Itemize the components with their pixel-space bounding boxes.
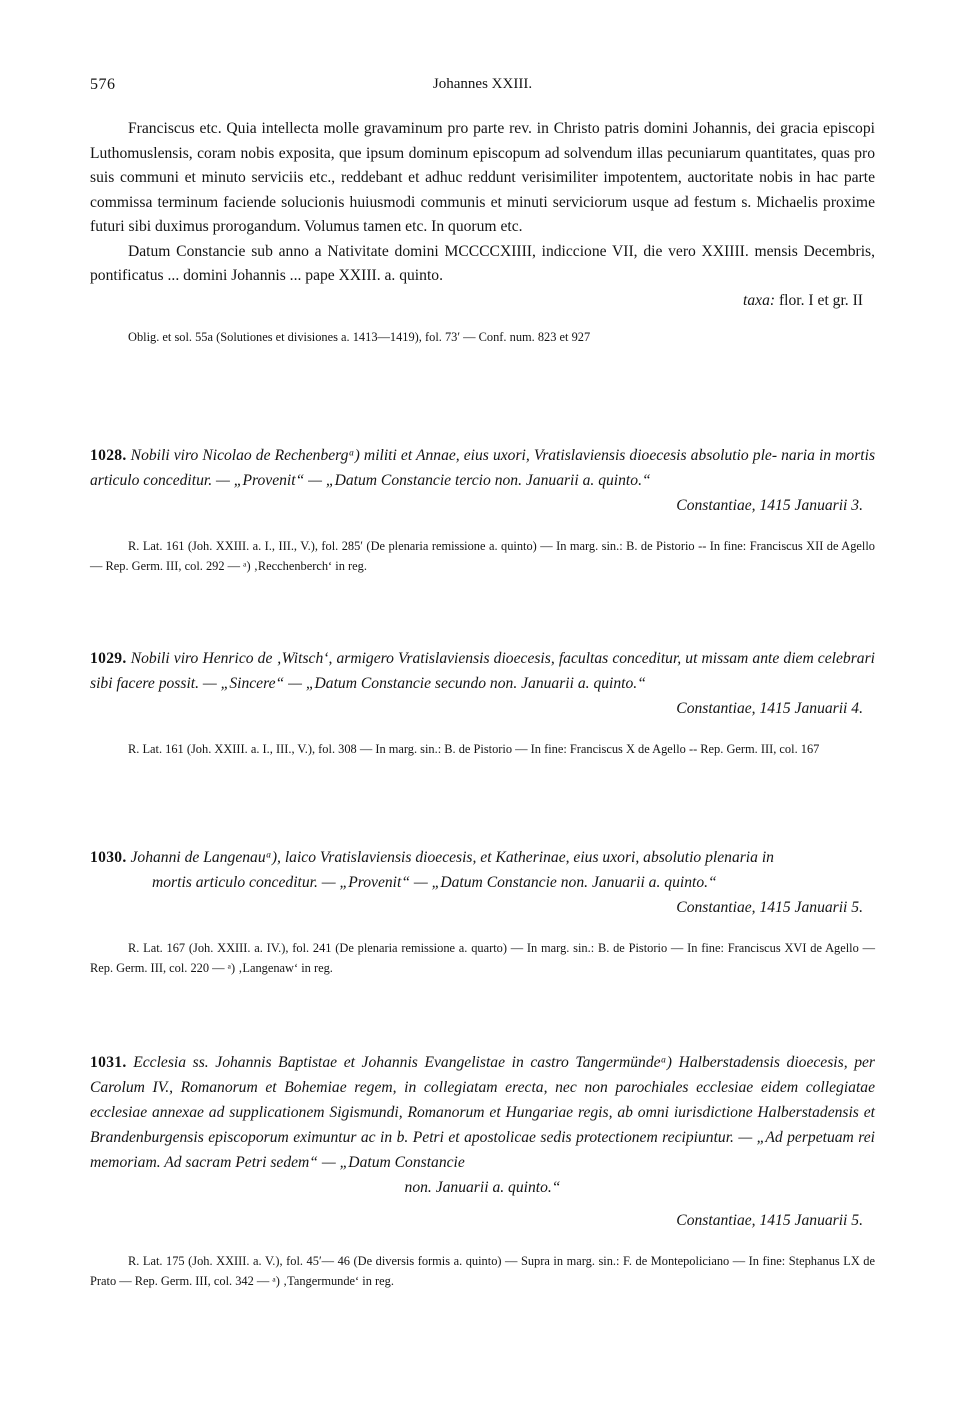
regest xyxy=(90,845,875,895)
source-note: Oblig. et sol. 55a (Solutiones et divisiones a. 1413—1419), fol. 73′ — Conf. num. 823 et 927 xyxy=(128,330,591,344)
source-note: R. Lat. 161 (Joh. XXIII. a. I., III., V.), fol. 308 — In marg. sin.: B. de Pistorio — In fine: Franciscus X de Agello -- Rep. Germ. III, col. 167 xyxy=(128,742,820,756)
regest-text-rest: diem celebrari sibi facere possit. — „Sincere“ — „Datum Constancie secundo non. Januarii a. quinto.“ xyxy=(90,650,875,692)
regest xyxy=(90,443,875,493)
continued-document xyxy=(90,117,875,347)
regest-text-rest: naria in mortis articulo conceditur. — „Provenit“ — „Datum Constancie tercio non. Januarii a. quinto.“ xyxy=(90,447,876,489)
entry-1030 xyxy=(90,845,875,978)
source-note: R. Lat. 161 (Joh. XXIII. a. I., III., V.), fol. 285′ (De plenaria remissione a. quinto) — In marg. sin.: B. de Pistorio -- In fine: Franciscus XII de Agello — Rep. Germ. III, col. 292 — ᵃ) ‚Recchenberch‘ in reg. xyxy=(90,539,875,573)
regest-text: Johanni de Langenauᵃ), laico Vratislaviensis dioecesis, et Katherinae, eius uxori, absolutio plenaria in xyxy=(130,849,774,866)
running-title: Johannes XXIII. xyxy=(432,76,533,92)
regest-text: Ecclesia ss. Johannis Baptistae et Johannis Evangelistae in castro Tangermündeᵃ) Halberstadensis dioecesis, per Carolum IV., Romanorum et Bohemiae regem, in collegiatam erecta, nec non parochiales ecclesiae eidem collegiatae ecclesiae annexae ad supplicationem Sigismundi, Romanorum et Hungariae regis, ab omni iurisdictione Halberstadensis et Brandenburgensis episcoporum eximuntur ac in b. Petri et apostolicae sedis protectionem recipiuntur. — „Ad perpetuam rei memoriam. Ad sacram Petri sedem“ — „Datum Constancie xyxy=(90,1054,875,1171)
regest-text-rest: non. Januarii a. quinto.“ xyxy=(404,1179,561,1196)
source-note: R. Lat. 167 (Joh. XXIII. a. IV.), fol. 241 (De plenaria remissione a. quarto) — In marg. sin.: B. de Pistorio — In fine: Franciscus XVI de Agello — Rep. Germ. III, col. 220 — ᵃ) ‚Langenaw‘ in reg. xyxy=(90,941,875,975)
regest xyxy=(90,646,875,696)
entry-number: 1029. xyxy=(90,650,127,667)
entry-number: 1028. xyxy=(90,447,127,464)
taxa-label: taxa: xyxy=(743,291,776,309)
main-paragraph-1: Franciscus etc. Quia intellecta molle gravaminum pro parte rev. in Christo patris domini Johannis, dei gracia episcopi Luthomuslensis, coram nobis exposita, que ipsum dominum episcopum ad solvendum illas pecuniarum quantitates, quas pro suis communi et minuto serviciis etc., reddebant et adhuc reddunt verisimiliter impotentem, auctoritate nobis in hac parte commissa terminum faciende solucionis huiusmodi communis et minuti serviciorum usque ad festum s. Michaelis proxime futuri sibi duximus prorogandum. Volumus tamen etc. In quorum etc. xyxy=(90,120,875,235)
main-paragraph-2: Datum Constancie sub anno a Nativitate domini MCCCCXIIII, indiccione VII, die vero XXIIII. mensis Decembris, pontificatus ... domini Johannis ... pape XXIII. a. quinto. xyxy=(90,242,875,284)
dateline: Constantiae, 1415 Januarii 4. xyxy=(676,700,863,717)
dateline: Constantiae, 1415 Januarii 5. xyxy=(676,1212,863,1229)
source-note: R. Lat. 175 (Joh. XXIII. a. V.), fol. 45′— 46 (De diversis formis a. quinto) — Supra in marg. sin.: F. de Montepoliciano — In fine: Stephanus LX de Prato — Rep. Germ. III, col. 342 — ᵃ) ‚Tangermunde‘ in reg. xyxy=(90,1254,875,1288)
entry-1031 xyxy=(90,1050,875,1291)
entry-1029 xyxy=(90,646,875,759)
dateline: Constantiae, 1415 Januarii 3. xyxy=(676,497,863,514)
regest-text: Nobili viro Henrico de ‚Witsch‘, armigero Vratislaviensis dioecesis, facultas conceditur, ut missam ante xyxy=(130,650,780,667)
taxa-line xyxy=(90,289,875,314)
regest xyxy=(90,1050,875,1175)
entry-number: 1030. xyxy=(90,849,127,866)
document-page xyxy=(90,0,875,1411)
taxa-value: flor. I et gr. II xyxy=(778,291,863,309)
page-number: 576 xyxy=(90,76,116,93)
regest-text: Nobili viro Nicolao de Rechenbergᵃ) militi et Annae, eius uxori, Vratislaviensis dioecesis absolutio ple- xyxy=(130,447,778,464)
entry-number: 1031. xyxy=(90,1054,127,1071)
dateline: Constantiae, 1415 Januarii 5. xyxy=(676,899,863,916)
entry-1028 xyxy=(90,443,875,576)
regest-text-rest: mortis articulo conceditur. — „Provenit“ — „Datum Constancie non. Januarii a. quinto.“ xyxy=(152,874,717,891)
running-header xyxy=(90,76,875,98)
